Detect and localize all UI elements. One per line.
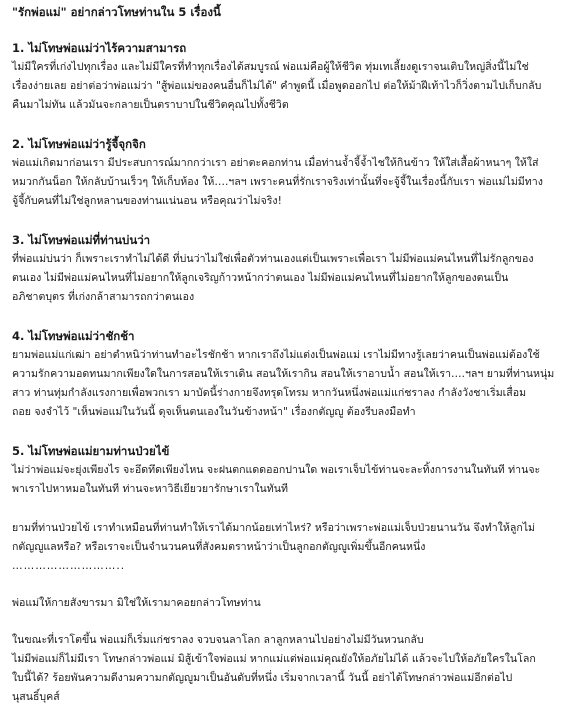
section-2 <box>12 135 570 211</box>
section-heading: 4. ไม่โทษพ่อแม่ว่าชักช้า <box>12 329 135 343</box>
section-heading: 1. ไม่โทษพ่อแม่ว่าไร้ความสามารถ <box>12 41 187 55</box>
paragraph-line: ไม่มีพ่อแม่ก็ไม่มีเรา โทษกล่าวพ่อแม่ มิสู้เข้าใจพ่อแม่ หากแม่แต่พ่อแม่คุณยังให้อภัยไม่ได้ แล้วจะไปให้อภัยใครในโลก <box>12 653 536 665</box>
section-line: ยามพ่อแม่แก่เฒ่า อย่าตำหนิว่าท่านทำอะไรชักช้า หากเราถึงไม่แต่งเป็นพ่อแม่ เราไม่มีทางรู้เลยว่าคนเป็นพ่อแม่ต้องใช้ <box>12 349 540 361</box>
source-credit: นุสนธิ์บุคส์ <box>12 691 60 703</box>
section-line: หมวกกันน็อก ให้กลับบ้านเร็วๆ ให้เก็บห้อง ให้….ฯลฯ เพราะคนที่รักเราจริงเท่านั้นที่จะจู้จี้ในเรื่องนี้กับเรา พ่อแม่ไม่มีทาง <box>12 176 543 188</box>
section-5 <box>12 442 570 499</box>
section-line: ความรักความอดทนมากเพียงใดในการสอนให้เราเดิน สอนให้เรากิน สอนให้เราอาบน้ำ สอนให้เรา….ฯลฯ ยามที่ท่านหนุ่ม <box>12 368 555 380</box>
section-line: ที่พ่อแม่บ่นว่า ก็เพราะเราทำไม่ได้ดี ที่บ่นว่าไม่ใช่เพื่อตัวท่านเองแต่เป็นเพราะเพื่อเรา ไม่มีพ่อแม่คนไหนที่ไม่รักลูกของ <box>12 253 534 265</box>
section-heading: 5. ไม่โทษพ่อแม่ยามท่านป่วยไข้ <box>12 444 170 458</box>
section-line: คืนมาไม่ทัน แล้วมันจะกลายเป็นตราบาปในชีวิตคุณไปทั้งชีวิต <box>12 99 289 111</box>
forgive-paragraph: พ่อแม่ให้กายสังขารมา มิใช่ให้เรามาคอยกล่าวโทษท่าน <box>12 597 261 609</box>
closing-paragraph <box>12 631 570 707</box>
section-line: ตนเอง ไม่มีพ่อแม่คนไหนที่ไม่อยากให้ลูกเจริญก้าวหน้ากว่าตนเอง ไม่มีพ่อแม่คนไหนที่ไม่อยากให้ลูกของตนเป็น <box>12 272 509 284</box>
section-line: พ่อแม่เกิดมาก่อนเรา มีประสบการณ์มากกว่าเรา อย่าตะคอกท่าน เมื่อท่านจ้ำจี้จ้ำไชให้กินข้าว ให้ใส่เสื้อผ้าหนาๆ ให้ใส่ <box>12 157 539 169</box>
sick-paragraph <box>12 519 570 576</box>
paragraph-line: ยามที่ท่านป่วยไข้ เราทำเหมือนที่ท่านทำให้เราได้มากน้อยเท่าไหร่? หรือว่าเพราะพ่อแม่เจ็บป่วยนานวัน จึงทำให้ลูกไม่ <box>12 522 536 534</box>
section-4 <box>12 327 570 422</box>
section-1 <box>12 39 570 115</box>
paragraph-line: กตัญญูแลหรือ? หรือเราจะเป็นจำนวนคนที่สังคมตราหน้าว่าเป็นลูกอกตัญญูเพิ่มขึ้นอีกคนหนึ่ง <box>12 541 426 553</box>
section-line: ไม่มีใครที่เก่งไปทุกเรื่อง และไม่มีใครที่ทำทุกเรื่องได้สมบูรณ์ พ่อแม่คือผู้ให้ชีวิต ทุ่มเทเลี้ยงดูเราจนเติบใหญ่สิ่งนี้ไม่ใช่ <box>12 61 529 73</box>
section-line: ไม่ว่าพ่อแม่จะยุ่งเพียงไร จะอึดทึดเพียงไหน จะฝนตกแดดออกปานใด พอเราเจ็บไข้ท่านจะละทิ้งการงานในทันที ท่านจะ <box>12 464 541 476</box>
article-title: "รักพ่อแม่" อย่ากล่าวโทษท่านใน 5 เรื่องนี้ <box>12 5 221 19</box>
section-line: จู้จี้กับคนที่ไม่ใช่ลูกหลานของท่านแน่นอน หรือคุณว่าไม่จริง! <box>12 195 282 207</box>
section-line: เรื่องง่ายเลย อย่าต่อว่าพ่อแม่ว่า "สู้พ่อแม่ของคนอื่นก็ไม่ได้" คำพูดนี้ เมื่อพูดออกไป ต่อให้ม้าฝีเท้าไวก็วิ่งตามไปเก็บกลับ <box>12 80 542 92</box>
section-line: อภิชาตบุตร ที่เก่งกล้าสามารถกว่าตนเอง <box>12 291 195 303</box>
section-line: พาเราไปหาหมอในทันที ท่านจะหาวิธีเยียวยารักษาเราในทันที <box>12 483 288 495</box>
dotted-separator: ……………………….. <box>12 560 126 572</box>
paragraph-line: ใบนี้ได้? ร้อยพันความดีงามความกตัญญูมาเป็นอันดับที่หนึ่ง เริ่มจากเวลานี้ วันนี้ อย่าได้โทษกล่าวพ่อแม่อีกต่อไป <box>12 672 513 684</box>
section-heading: 3. ไม่โทษพ่อแม่ที่ท่านบ่นว่า <box>12 233 151 247</box>
paragraph-line: ในขณะที่เราโตขึ้น พ่อแม่ก็เริ่มแก่ชราลง จวบจนลาโลก ลาลูกหลานไปอย่างไม่มีวันหวนกลับ <box>12 634 424 646</box>
section-3 <box>12 231 570 307</box>
section-heading: 2. ไม่โทษพ่อแม่ว่ารู้จี้จุกจิก <box>12 137 146 151</box>
section-line: สาว ท่านทุ่มกำลังแรงกายเพื่อพวกเรา มาบัดนี้ร่างกายจึงทรุดโทรม หากวันหนึ่งพ่อแม่แก่ชราลง กำลังวังชาเริ่มเสื่อม <box>12 387 527 399</box>
section-line: ถอย จงจำไว้ "เห็นพ่อแม่ในวันนี้ ดุจเห็นตนเองในวันข้างหน้า" เรื่องกตัญญู ต้องรีบลงมือทำ <box>12 406 416 418</box>
